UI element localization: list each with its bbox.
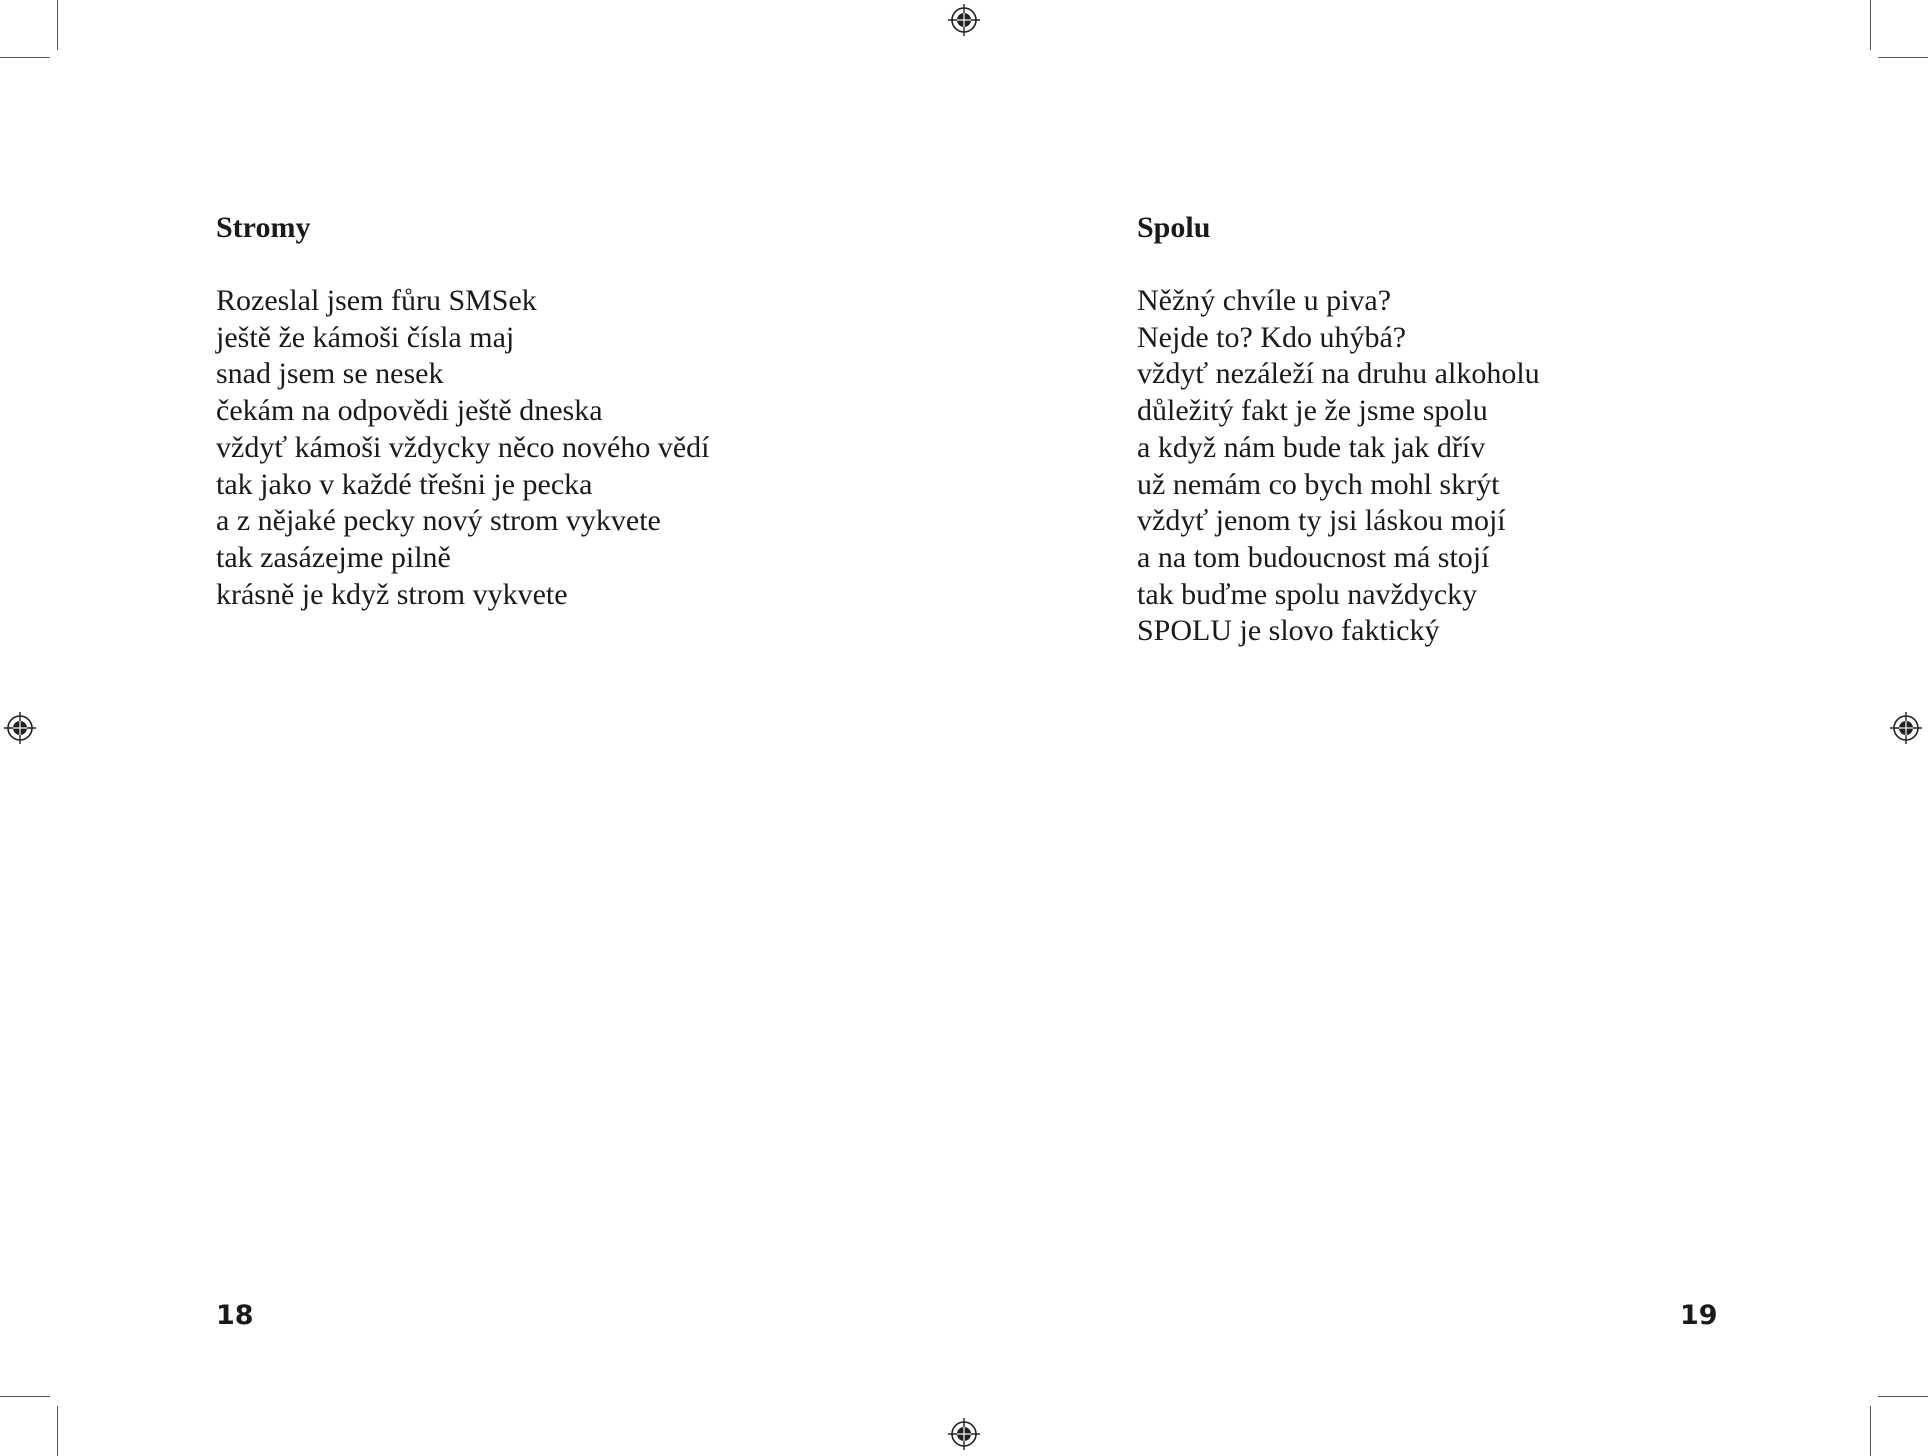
registration-mark-icon [1890, 712, 1922, 744]
poem-line: SPOLU je slovo faktický [1137, 614, 1440, 648]
page-number: 19 [1680, 1300, 1718, 1331]
poem-line: ještě že kámoši čísla maj [216, 320, 515, 354]
poem-line: krásně je když strom vykvete [216, 577, 568, 611]
poem-line: Rozeslal jsem fůru SMSek [216, 284, 537, 317]
poem-line: a na tom budoucnost má stojí [1137, 540, 1490, 574]
crop-mark [1870, 0, 1871, 50]
crop-mark [57, 1406, 58, 1456]
crop-mark [1878, 1396, 1928, 1397]
page-number: 18 [216, 1300, 254, 1331]
poem-line: tak jako v každé třešni je pecka [216, 467, 593, 501]
poem-title: Stromy [216, 211, 311, 244]
poem-title: Spolu [1137, 211, 1211, 244]
right-page [1137, 0, 1797, 1456]
crop-mark [0, 57, 50, 58]
poem-line: a když nám bude tak jak dřív [1137, 430, 1486, 464]
poem-line: vždyť jenom ty jsi láskou mojí [1137, 504, 1506, 538]
crop-mark [1878, 57, 1928, 58]
poem-line: Něžný chvíle u piva? [1137, 284, 1392, 317]
crop-mark [1870, 1406, 1871, 1456]
registration-mark-icon [948, 1418, 980, 1450]
poem-line: a z nějaké pecky nový strom vykvete [216, 504, 661, 538]
poem-line: vždyť nezáleží na druhu alkoholu [1137, 357, 1540, 391]
registration-mark-icon [948, 4, 980, 36]
poem-body [216, 283, 710, 613]
poem-body [1137, 283, 1540, 650]
poem-line: důležitý fakt je že jsme spolu [1137, 394, 1488, 428]
crop-mark [0, 1396, 50, 1397]
registration-mark-icon [4, 712, 36, 744]
poem-line: čekám na odpovědi ještě dneska [216, 394, 603, 428]
poem-line: tak zasázejme pilně [216, 540, 451, 574]
crop-mark [57, 0, 58, 50]
poem-line: tak buďme spolu navždycky [1137, 577, 1478, 611]
poem-line: už nemám co bych mohl skrýt [1137, 467, 1500, 501]
poem-line: Nejde to? Kdo uhýbá? [1137, 320, 1407, 354]
left-page [216, 0, 976, 1456]
poem-line: vždyť kámoši vždycky něco nového vědí [216, 430, 710, 464]
poem-line: snad jsem se nesek [216, 357, 444, 391]
